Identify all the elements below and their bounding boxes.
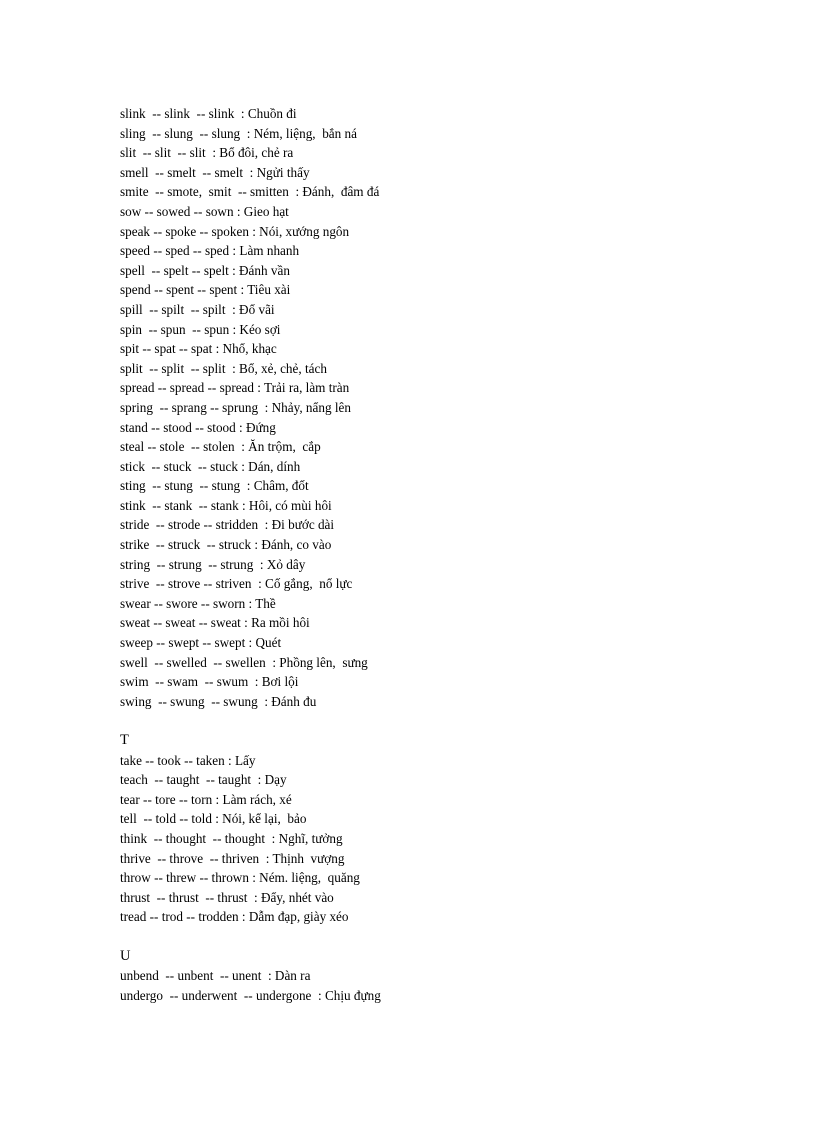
verb-entry: swear -- swore -- sworn : Thề xyxy=(120,595,276,611)
verb-entry: tear -- tore -- torn : Làm rách, xé xyxy=(120,791,292,807)
verb-entry: spring -- sprang -- sprung : Nhảy, nẩng lên xyxy=(120,399,351,415)
verb-entry: speak -- spoke -- spoken : Nói, xướng ngôn xyxy=(120,223,350,239)
verb-entry: spin -- spun -- spun : Kéo sợi xyxy=(120,321,281,337)
verb-entry: throw -- threw -- thrown : Ném. liệng, quăng xyxy=(120,870,360,886)
section-s-verbs xyxy=(120,104,780,711)
verb-entry: smite -- smote, smit -- smitten : Đánh, đâm đá xyxy=(120,184,380,200)
verb-entry: sting -- stung -- stung : Châm, đốt xyxy=(120,478,309,494)
verb-entry: sow -- sowed -- sown : Gieo hạt xyxy=(120,203,289,219)
verb-entry: speed -- sped -- sped : Làm nhanh xyxy=(120,243,300,259)
verb-entry: unbend -- unbent -- unent : Dàn ra xyxy=(120,968,311,984)
verb-entry: stride -- strode -- stridden : Đi bước dài xyxy=(120,517,335,533)
verb-entry: strive -- strove -- striven : Cố gắng, nổ lực xyxy=(120,576,353,592)
section-spacer xyxy=(120,927,780,947)
verb-entry: sweep -- swept -- swept : Quét xyxy=(120,635,282,651)
verb-entry: steal -- stole -- stolen : Ăn trộm, cắp xyxy=(120,439,321,455)
verb-entry: sweat -- sweat -- sweat : Ra mồi hôi xyxy=(120,615,310,631)
verb-entry: sling -- slung -- slung : Ném, liệng, bắn ná xyxy=(120,125,357,141)
verb-entry: swing -- swung -- swung : Đánh đu xyxy=(120,693,317,709)
verb-entry: tell -- told -- told : Nói, kể lại, bảo xyxy=(120,811,307,827)
verb-entry: undergo -- underwent -- undergone : Chịu đựng xyxy=(120,987,381,1003)
verb-entry: strike -- struck -- struck : Đánh, co vào xyxy=(120,537,332,553)
verb-entry: stink -- stank -- stank : Hôi, có mùi hôi xyxy=(120,497,332,513)
verb-entry: stick -- stuck -- stuck : Dán, dính xyxy=(120,458,301,474)
verb-entry: string -- strung -- strung : Xỏ dây xyxy=(120,556,306,572)
verb-entry: spill -- spilt -- spilt : Đổ vãi xyxy=(120,301,275,317)
verb-entry: swell -- swelled -- swellen : Phồng lên, sưng xyxy=(120,654,368,670)
verb-entry: take -- took -- taken : Lấy xyxy=(120,752,256,768)
verb-entry: spread -- spread -- spread : Trải ra, làm tràn xyxy=(120,380,350,396)
verb-entry: spit -- spat -- spat : Nhổ, khạc xyxy=(120,341,277,357)
section-spacer xyxy=(120,711,780,731)
verb-entry: slink -- slink -- slink : Chuồn đi xyxy=(120,106,297,121)
section-letter-heading: U xyxy=(120,947,131,964)
section-t-verbs xyxy=(120,731,780,927)
verb-entry: spell -- spelt -- spelt : Đánh vần xyxy=(120,262,290,278)
verb-entry: stand -- stood -- stood : Đứng xyxy=(120,419,276,435)
verb-entry: smell -- smelt -- smelt : Ngửi thấy xyxy=(120,164,310,180)
verb-entry: tread -- trod -- trodden : Dẫm đạp, giày xéo xyxy=(120,909,349,925)
verb-entry: think -- thought -- thought : Nghĩ, tưởng xyxy=(120,830,343,846)
verb-entry: teach -- taught -- taught : Dạy xyxy=(120,772,287,788)
verb-entry: thrust -- thrust -- thrust : Đẩy, nhét vào xyxy=(120,889,334,905)
verb-entry: split -- split -- split : Bổ, xẻ, chẻ, tách xyxy=(120,360,327,376)
verb-entry: swim -- swam -- swum : Bơi lội xyxy=(120,674,299,690)
section-u-verbs xyxy=(120,947,780,1006)
document-page xyxy=(120,104,780,1005)
section-letter-heading: T xyxy=(120,732,129,748)
verb-entry: spend -- spent -- spent : Tiêu xài xyxy=(120,282,291,298)
verb-entry: slit -- slit -- slit : Bổ đôi, chẻ ra xyxy=(120,145,294,161)
verb-entry: thrive -- throve -- thriven : Thịnh vượng xyxy=(120,850,345,866)
